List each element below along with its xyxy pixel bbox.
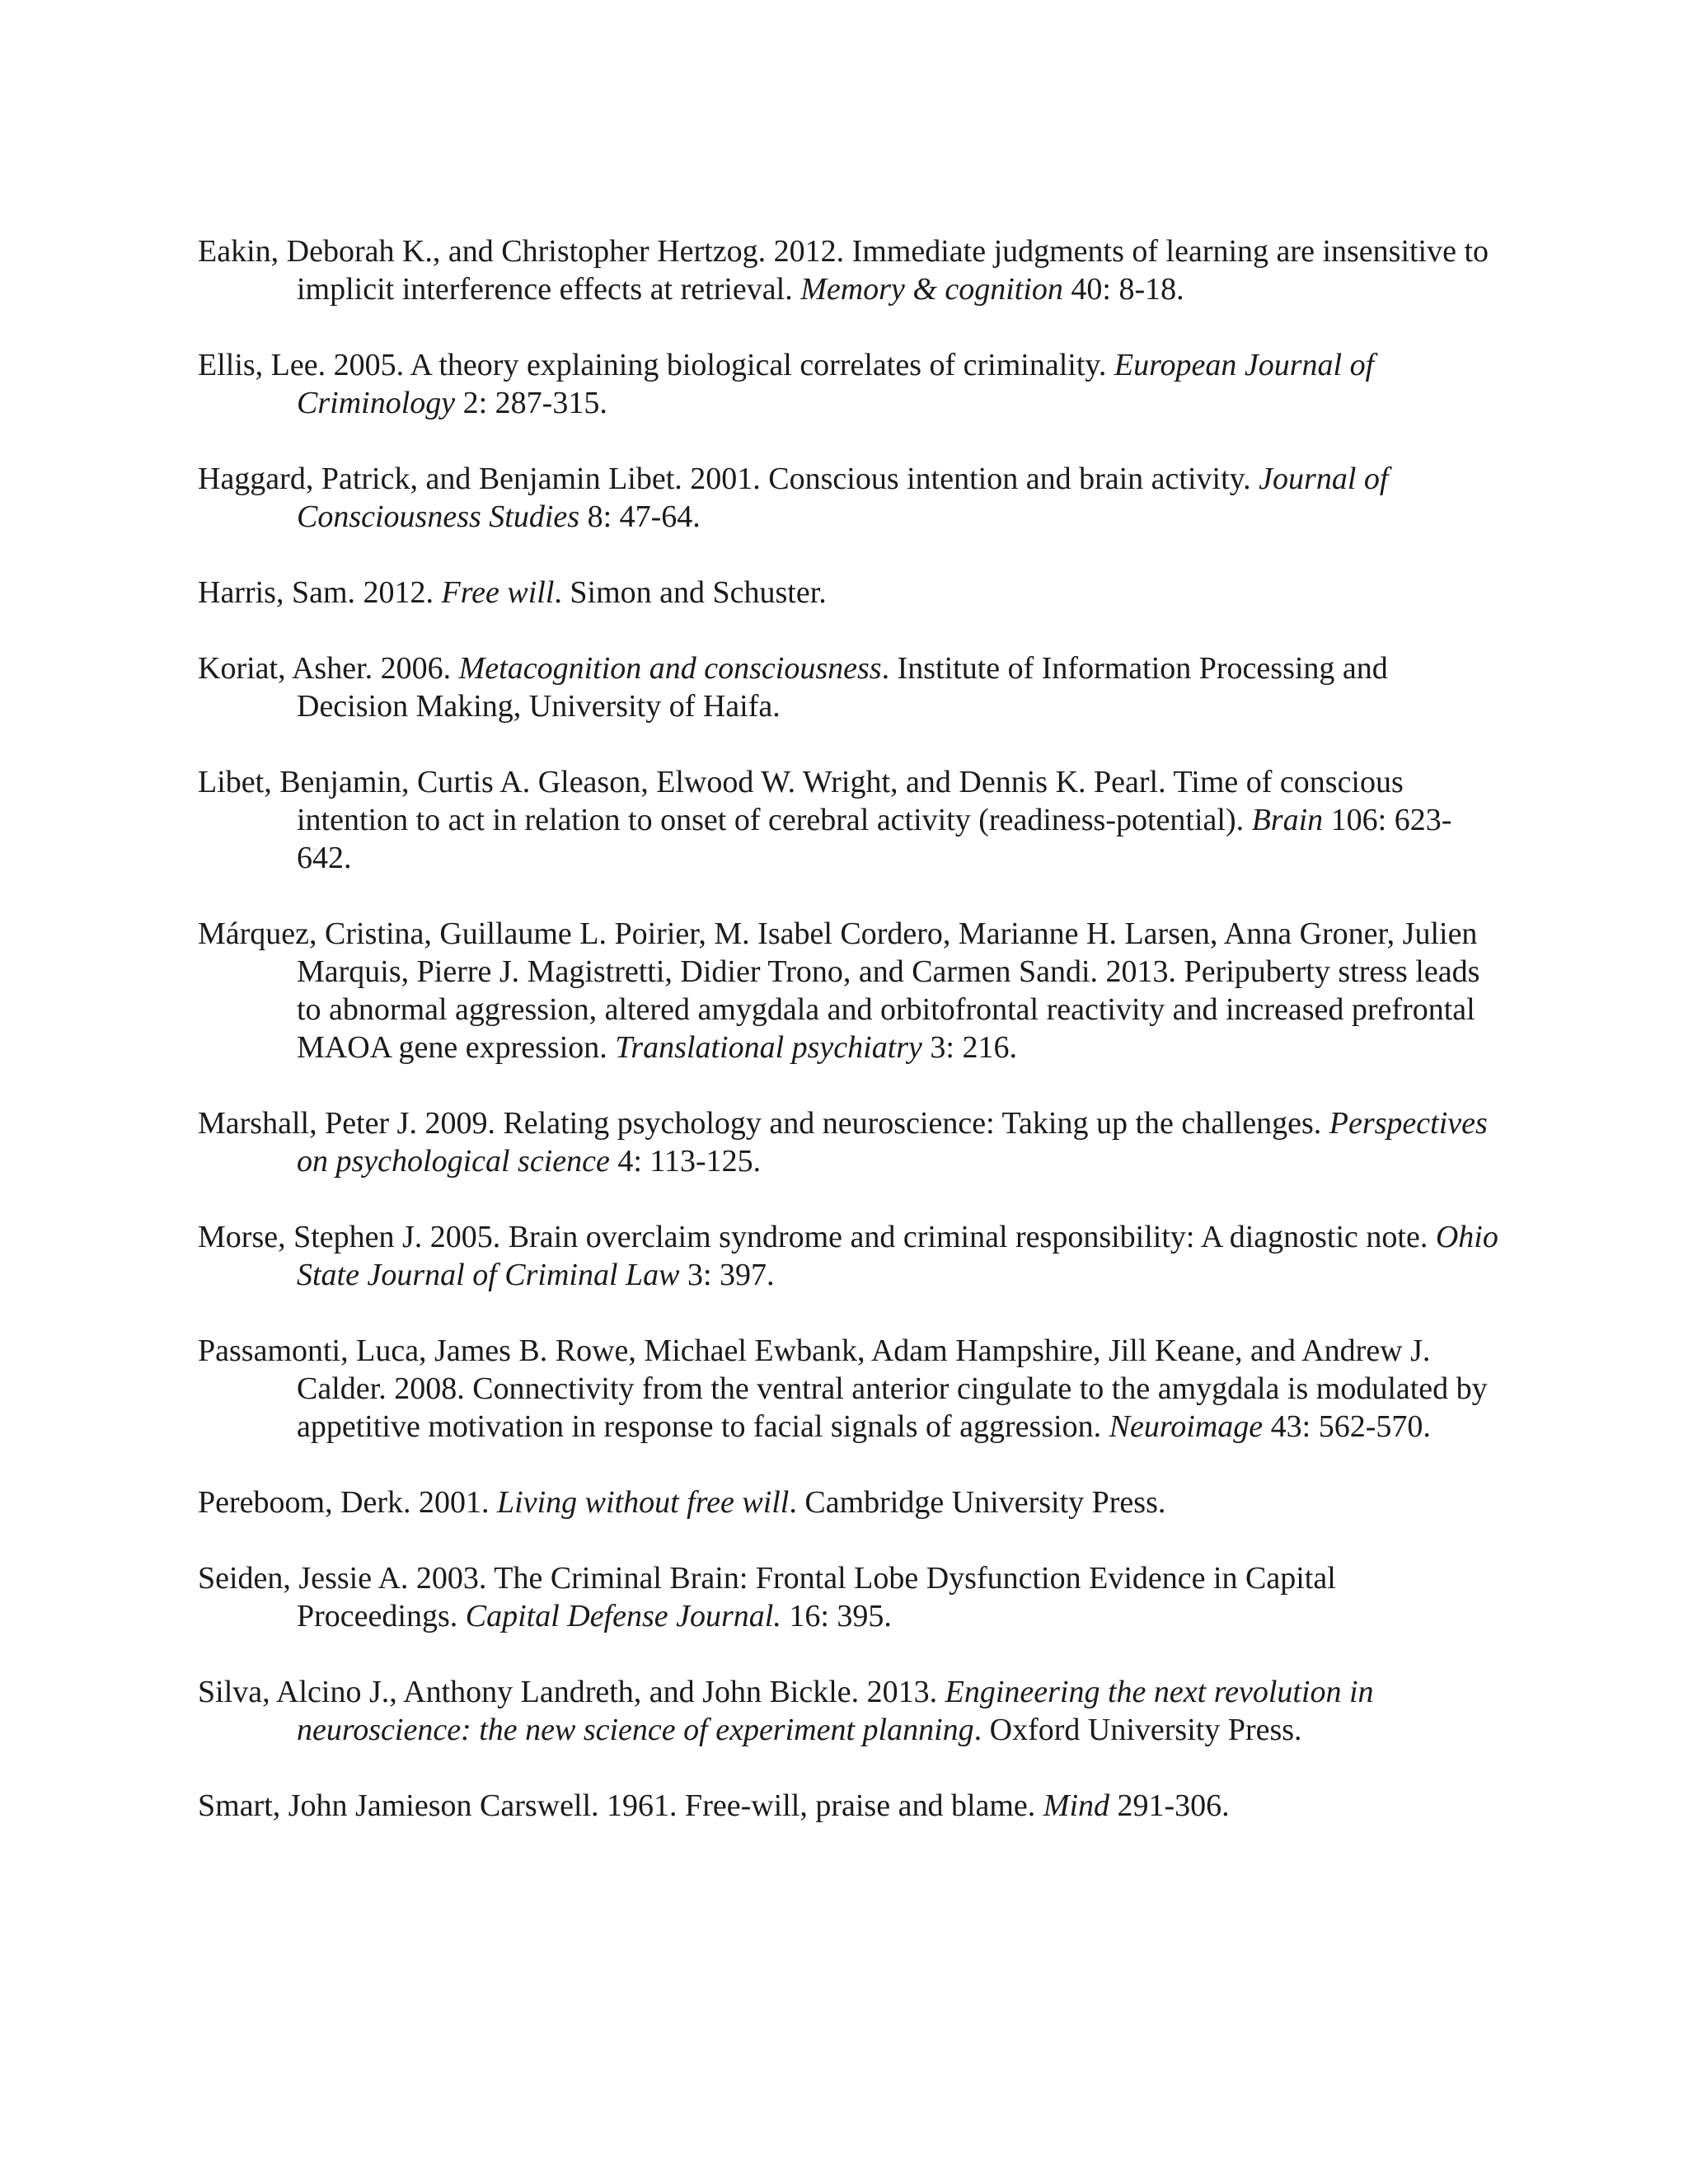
reference-details: . Cambridge University Press. bbox=[789, 1485, 1166, 1520]
reference-text: Harris, Sam. 2012. bbox=[198, 575, 442, 610]
reference-entry-seiden bbox=[198, 1559, 1500, 1635]
reference-journal: European Journal of Criminology bbox=[297, 348, 1375, 420]
reference-journal: Brain bbox=[1251, 803, 1324, 837]
reference-journal: Capital Defense Journal. bbox=[465, 1599, 781, 1633]
reference-entry-morse bbox=[198, 1218, 1500, 1294]
reference-details: 291-306. bbox=[1109, 1788, 1230, 1823]
reference-entry-ellis bbox=[198, 346, 1500, 422]
reference-journal: Neuroimage bbox=[1109, 1409, 1264, 1444]
reference-details: 4: 113-125. bbox=[609, 1144, 762, 1179]
reference-book-title: Engineering the next revolution in neuroscience: the new science of experiment planning bbox=[297, 1675, 1374, 1747]
reference-text: Koriat, Asher. 2006. bbox=[198, 651, 459, 686]
reference-text: Seiden, Jessie A. 2003. The Criminal Brain: Frontal Lobe Dysfunction Evidence in Capital Proceedings. bbox=[198, 1561, 1336, 1633]
reference-text: Smart, John Jamieson Carswell. 1961. Free-will, praise and blame. bbox=[198, 1788, 1043, 1823]
reference-text: Libet, Benjamin, Curtis A. Gleason, Elwood W. Wright, and Dennis K. Pearl. Time of conscious intention to act in relation to onset of cerebral activity (readiness-potential). bbox=[198, 765, 1404, 837]
reference-book-title: Free will bbox=[441, 575, 555, 610]
reference-details: 16: 395. bbox=[781, 1599, 892, 1633]
reference-details: 40: 8-18. bbox=[1062, 272, 1184, 307]
reference-text: Pereboom, Derk. 2001. bbox=[198, 1485, 498, 1520]
reference-details: . Oxford University Press. bbox=[973, 1713, 1302, 1747]
reference-entry-passamonti bbox=[198, 1332, 1500, 1446]
reference-details: 3: 397. bbox=[679, 1258, 775, 1292]
reference-entry-marquez bbox=[198, 915, 1500, 1066]
reference-journal: Mind bbox=[1043, 1788, 1110, 1823]
reference-journal: Translational psychiatry bbox=[615, 1030, 922, 1065]
reference-text: Silva, Alcino J., Anthony Landreth, and John Bickle. 2013. bbox=[198, 1675, 945, 1709]
reference-entry-silva bbox=[198, 1673, 1500, 1749]
reference-details: 43: 562-570. bbox=[1263, 1409, 1431, 1444]
reference-text: Eakin, Deborah K., and Christopher Hertzog. 2012. Immediate judgments of learning are insensitive to implicit interference effects at retrieval. bbox=[198, 234, 1489, 307]
reference-text: Haggard, Patrick, and Benjamin Libet. 2001. Conscious intention and brain activity. bbox=[198, 462, 1259, 496]
reference-details: . Simon and Schuster. bbox=[554, 575, 827, 610]
reference-entry-smart bbox=[198, 1787, 1500, 1825]
reference-entry-koriat bbox=[198, 649, 1500, 725]
reference-details: 2: 287-315. bbox=[455, 386, 607, 420]
reference-details: 8: 47-64. bbox=[579, 499, 701, 534]
reference-journal: Ohio State Journal of Criminal Law bbox=[297, 1220, 1498, 1292]
reference-details: 106: 623-642. bbox=[297, 803, 1452, 875]
reference-entry-marshall bbox=[198, 1104, 1500, 1180]
reference-details: 3: 216. bbox=[921, 1030, 1017, 1065]
reference-journal: Perspectives on psychological science bbox=[297, 1106, 1488, 1179]
reference-book-title: Metacognition and consciousness bbox=[458, 651, 882, 686]
reference-text: Morse, Stephen J. 2005. Brain overclaim syndrome and criminal responsibility: A diagnostic note. bbox=[198, 1220, 1436, 1254]
reference-entry-haggard bbox=[198, 460, 1500, 536]
reference-text: Ellis, Lee. 2005. A theory explaining biological correlates of criminality. bbox=[198, 348, 1114, 382]
reference-book-title: Living without free will bbox=[497, 1485, 790, 1520]
reference-entry-libet bbox=[198, 763, 1500, 877]
reference-journal: Journal of Consciousness Studies bbox=[297, 462, 1389, 534]
reference-text: Marshall, Peter J. 2009. Relating psychology and neuroscience: Taking up the challenges. bbox=[198, 1106, 1329, 1141]
reference-entry-harris bbox=[198, 574, 1500, 612]
reference-details: . Institute of Information Processing and Decision Making, University of Haifa. bbox=[297, 651, 1388, 724]
reference-entry-pereboom bbox=[198, 1483, 1500, 1521]
reference-journal: Memory & cognition bbox=[800, 272, 1063, 307]
reference-text: Márquez, Cristina, Guillaume L. Poirier, M. Isabel Cordero, Marianne H. Larsen, Anna Groner, Julien Marquis, Pierre J. Magistretti, Didier Trono, and Carmen Sandi. 2013. Peripuberty stress leads to abnormal aggression, altered amygdala and orbitofrontal reactivity and increased prefrontal MAOA gene expression. bbox=[198, 916, 1480, 1065]
reference-entry-eakin bbox=[198, 232, 1500, 308]
reference-text: Passamonti, Luca, James B. Rowe, Michael Ewbank, Adam Hampshire, Jill Keane, and Andrew J. Calder. 2008. Connectivity from the ventral anterior cingulate to the amygdala is modulated by appetitive motivation in response to facial signals of aggression. bbox=[198, 1333, 1488, 1444]
reference-list bbox=[198, 232, 1500, 1825]
